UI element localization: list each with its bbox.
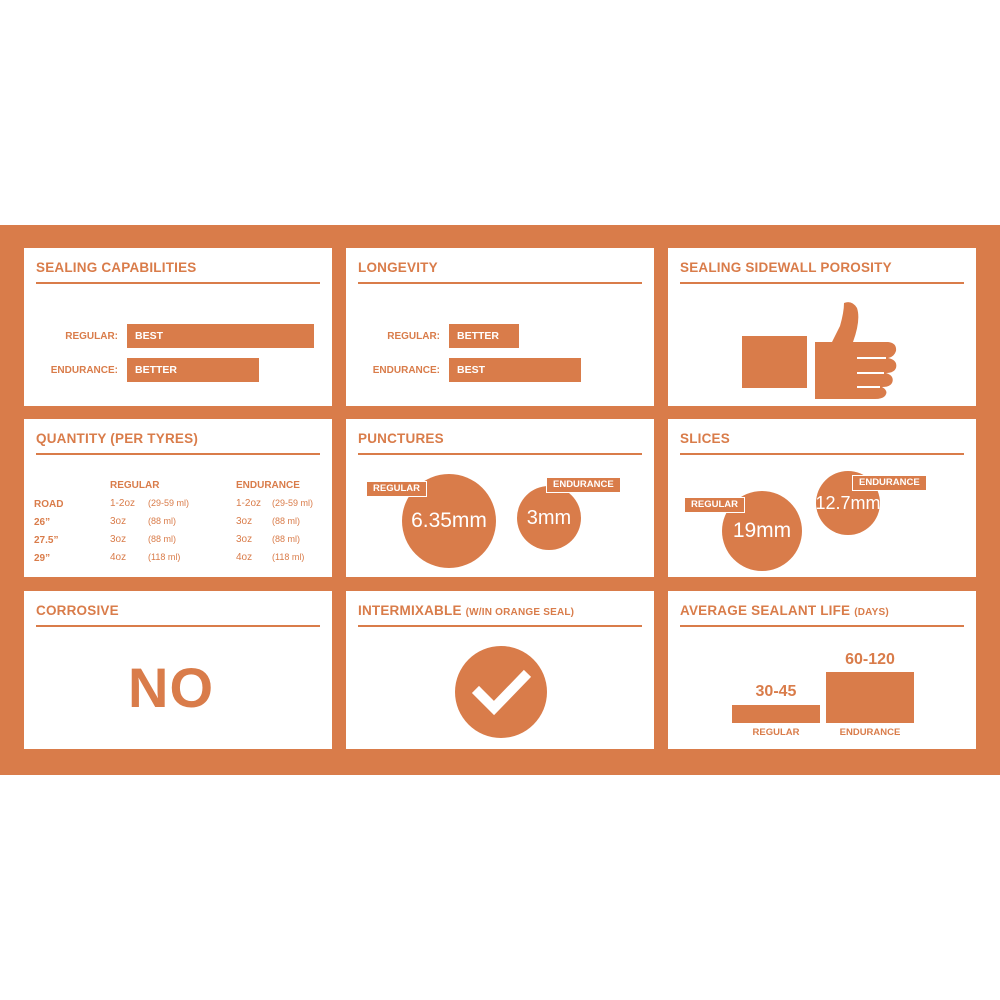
row-label-regular: REGULAR: (387, 331, 440, 342)
endurance-life-value: 60-120 (845, 651, 895, 668)
endurance-life-bar (826, 672, 914, 723)
table-cell: 4oz (110, 552, 127, 563)
table-cell: (118 ml) (272, 552, 305, 562)
title-divider (358, 453, 642, 455)
endurance-life-label: ENDURANCE (839, 727, 901, 738)
panel-title: SEALING SIDEWALL POROSITY (680, 260, 892, 275)
rating-bar-endurance: BETTER (127, 358, 259, 382)
panel-title: PUNCTURES (358, 431, 444, 446)
column-header-regular: REGULAR (110, 480, 160, 491)
panel-title-sub: (W/IN ORANGE SEAL) (465, 607, 575, 618)
panel-title (680, 603, 889, 618)
intermixable-panel (346, 591, 654, 749)
longevity-panel (346, 248, 654, 406)
punctures-panel (346, 419, 654, 577)
table-cell: (118 ml) (148, 552, 181, 562)
title-divider (358, 625, 642, 627)
row-label-regular: REGULAR: (65, 331, 118, 342)
table-cell: (29-59 ml) (148, 498, 190, 508)
quantity-panel (24, 419, 332, 577)
slices-panel (668, 419, 976, 577)
title-divider (680, 453, 964, 455)
regular-tag: REGULAR (684, 497, 745, 513)
title-divider (358, 282, 642, 284)
sealant-life-panel (668, 591, 976, 749)
panel-title (358, 603, 574, 618)
endurance-slice-circle: 12.7mm (816, 471, 880, 535)
table-cell: 3oz (236, 534, 253, 545)
regular-life-value: 30-45 (755, 683, 797, 700)
table-row-size: 29” (34, 553, 51, 564)
table-cell: 3oz (110, 516, 127, 527)
rating-bar-endurance: BEST (449, 358, 581, 382)
table-cell: (88 ml) (272, 534, 301, 544)
panel-title: CORROSIVE (36, 603, 119, 618)
regular-puncture-circle: 6.35mm (402, 474, 496, 568)
corrosive-panel (24, 591, 332, 749)
table-cell: 1-2oz (236, 498, 262, 509)
endurance-tag: ENDURANCE (852, 475, 927, 491)
regular-tag: REGULAR (366, 481, 427, 497)
title-divider (680, 282, 964, 284)
panel-title: QUANTITY (PER TYRES) (36, 431, 199, 446)
rating-bar-regular: BETTER (449, 324, 519, 348)
table-cell: 3oz (110, 534, 127, 545)
infographic-frame (0, 225, 1000, 775)
sidewall-porosity-panel (668, 248, 976, 406)
panel-title: LONGEVITY (358, 260, 438, 275)
endurance-puncture-circle: 3mm (517, 486, 581, 550)
table-cell: (88 ml) (148, 534, 177, 544)
table-row-size: 27.5” (34, 535, 59, 546)
title-divider (680, 625, 964, 627)
panel-title-main: INTERMIXABLE (358, 603, 462, 618)
table-cell: (29-59 ml) (272, 498, 314, 508)
endurance-tag: ENDURANCE (546, 477, 621, 493)
rating-bar-regular: BEST (127, 324, 314, 348)
panel-title: SLICES (680, 431, 730, 446)
table-row-size: ROAD (34, 499, 64, 510)
panel-title-sub: (DAYS) (854, 607, 889, 618)
title-divider (36, 282, 320, 284)
checkmark-icon (454, 645, 548, 739)
title-divider (36, 453, 320, 455)
regular-slice-circle: 19mm (722, 491, 802, 571)
row-label-endurance: ENDURANCE: (372, 365, 440, 376)
regular-life-label: REGULAR (752, 727, 800, 738)
thumbs-up-icon (740, 300, 900, 400)
corrosive-value: NO (128, 656, 214, 719)
panel-title-main: AVERAGE SEALANT LIFE (680, 603, 851, 618)
table-row-size: 26” (34, 517, 51, 528)
table-cell: 3oz (236, 516, 253, 527)
table-cell: 1-2oz (110, 498, 136, 509)
row-label-endurance: ENDURANCE: (50, 365, 118, 376)
table-cell: (88 ml) (148, 516, 177, 526)
regular-life-bar (732, 705, 820, 723)
panel-title: SEALING CAPABILITIES (36, 260, 197, 275)
table-cell: 4oz (236, 552, 253, 563)
column-header-endurance: ENDURANCE (236, 480, 300, 491)
title-divider (36, 625, 320, 627)
table-cell: (88 ml) (272, 516, 301, 526)
sealing-capabilities-panel (24, 248, 332, 406)
